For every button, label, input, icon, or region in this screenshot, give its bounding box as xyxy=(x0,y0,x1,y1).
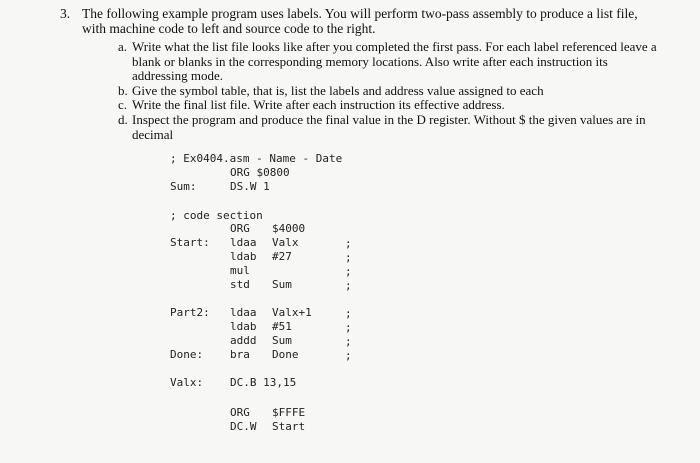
code-arg: Sum xyxy=(272,334,292,347)
code-arg: Valx xyxy=(272,236,299,249)
code-dcb-directive: DC.B 13,15 xyxy=(230,376,297,389)
question-items xyxy=(118,40,658,142)
code-arg: #51 xyxy=(272,320,292,333)
code-semicolon: ; xyxy=(345,237,352,250)
code-op: mul xyxy=(230,264,250,277)
code-arg: Start xyxy=(272,420,306,433)
code-op: addd xyxy=(230,334,257,347)
item-label: a. xyxy=(118,39,128,54)
item-label: b. xyxy=(118,82,128,98)
item-text: Write the final list file. Write after each instruction its effective address. xyxy=(132,97,505,113)
code-op: DC.W xyxy=(230,420,257,433)
code-semicolon: ; xyxy=(345,265,352,278)
item-b xyxy=(118,84,658,99)
item-text: Give the symbol table, that is, list the labels and address value assigned to each xyxy=(132,82,544,98)
code-semicolon: ; xyxy=(345,251,352,264)
code-op: ldaa xyxy=(230,236,257,249)
code-semicolon: ; xyxy=(345,279,352,292)
code-label-sum: Sum: xyxy=(170,180,197,193)
code-org-directive: ORG $0800 xyxy=(230,166,290,179)
code-op: ldab xyxy=(230,320,257,333)
item-d xyxy=(118,113,658,142)
code-section-comment: ; code section xyxy=(170,209,263,222)
code-op: bra xyxy=(230,348,250,361)
question-number: 3. xyxy=(60,6,71,21)
code-op: std xyxy=(230,278,250,291)
code-label-start: Start: xyxy=(170,236,210,249)
code-semicolon: ; xyxy=(345,321,352,334)
code-arg: $FFFE xyxy=(272,406,306,419)
code-semicolon: ; xyxy=(345,349,352,362)
item-label: d. xyxy=(118,111,128,127)
code-arg: Sum xyxy=(272,278,292,291)
item-text: Write what the list file looks like after you completed the first pass. For each label referenced leave a blank or blanks in the corresponding memory locations. Also write after each instruction its addressing mode. xyxy=(132,39,657,84)
code-op: ORG xyxy=(230,222,250,235)
code-arg: Valx+1 xyxy=(272,306,312,319)
code-semicolon: ; xyxy=(345,307,352,320)
code-semicolon: ; xyxy=(345,335,352,348)
question-text: The following example program uses labels. You will perform two-pass assembly to produce a list file, with machine code to left and source code to the right. xyxy=(82,6,638,36)
code-ds-directive: DS.W 1 xyxy=(230,180,270,193)
code-header-comment: ; Ex0404.asm - Name - Date xyxy=(170,152,343,165)
item-a xyxy=(118,40,658,84)
code-label-valx: Valx: xyxy=(170,376,204,389)
code-arg: $4000 xyxy=(272,222,306,235)
item-text: Inspect the program and produce the final value in the D register. Without $ the given values are in decimal xyxy=(132,111,646,142)
code-op: ldaa xyxy=(230,306,257,319)
code-arg: Done xyxy=(272,348,299,361)
code-arg: #27 xyxy=(272,250,292,263)
item-c xyxy=(118,98,658,113)
code-op: ORG xyxy=(230,406,250,419)
code-label-part2: Part2: xyxy=(170,306,210,319)
code-label-done: Done: xyxy=(170,348,204,361)
code-op: ldab xyxy=(230,250,257,263)
item-label: c. xyxy=(118,97,128,113)
